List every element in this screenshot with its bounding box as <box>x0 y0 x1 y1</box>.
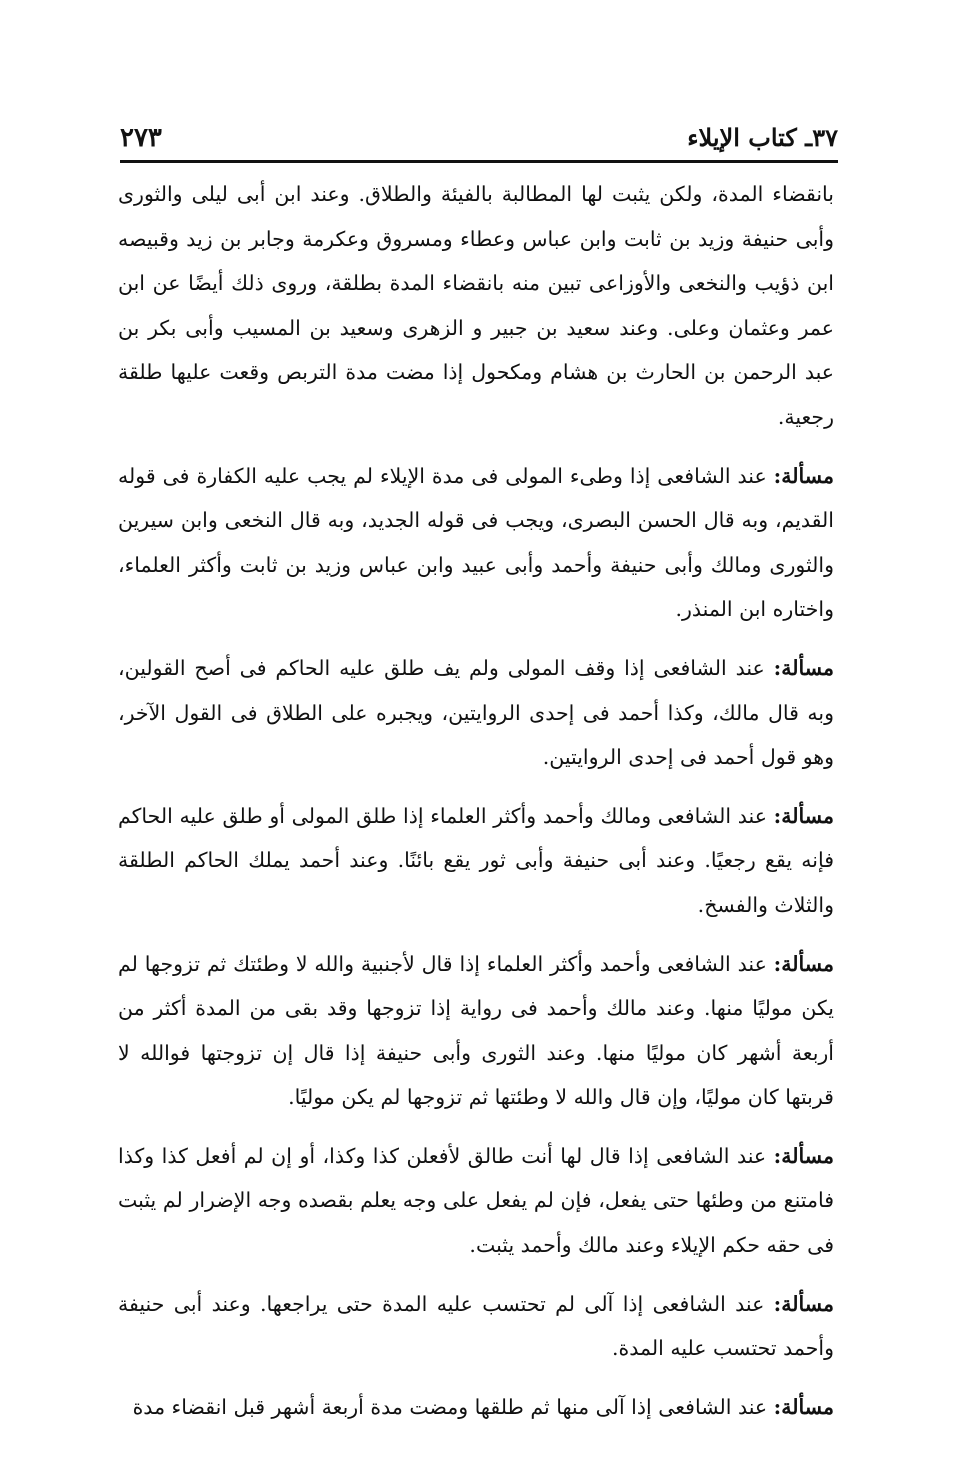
issue-label: مسألة: <box>773 1143 834 1168</box>
paragraph-text: بانقضاء المدة، ولكن يثبت لها المطالبة بالفيئة والطلاق. وعند ابن أبى ليلى والثورى وأبى حنيفة وزيد بن ثابت وابن عباس وعطاء ومسروق وعكرمة وجابر بن زيد وقبيصه ابن ذؤيب والنخعى والأوزاعى تبين منه بانقضاء المدة بطلقة، وروى ذلك أيضًا عن ابن عمر وعثمان وعلى. وعند سعيد بن جبير و الزهرى وسعيد بن المسيب وأبى بكر بن عبد الرحمن بن الحارث بن هشام ومكحول إذا مضت مدة التربص وقعت عليها طلقة رجعية. <box>118 182 834 429</box>
issue-label: مسألة: <box>773 1394 834 1419</box>
chapter-title: ٣٧ـ كتاب الإيلاء <box>687 123 838 152</box>
issue-paragraph <box>118 1385 834 1430</box>
issue-paragraph <box>118 646 834 780</box>
paragraph-text: عند الشافعى إذا آلى منها ثم طلقها ومضت مدة أربعة أشهر قبل انقضاء مدة <box>132 1394 774 1419</box>
issue-label: مسألة: <box>773 803 834 828</box>
issue-paragraph <box>118 942 834 1120</box>
paragraph-text: عند الشافعى وأحمد وأكثر العلماء إذا قال لأجنبية والله لا وطئتك ثم تزوجها لم يكن موليًا منها. وعند مالك وأحمد فى رواية إذا تزوجها وقد بقى من المدة أكثر من أربعة أشهر كان موليًا منها. وعند الثورى وأبى حنيفة إذا قال إن تزوجتها فوالله لا قربتها كان موليًا، وإن قال والله لا وطئتها ثم تزوجها لم يكن موليًا. <box>118 951 834 1110</box>
header-divider <box>120 160 838 163</box>
issue-paragraph <box>118 1282 834 1371</box>
paragraph-text: عند الشافعى إذا وطىء المولى فى مدة الإيلاء لم يجب عليه الكفارة فى قوله القديم، وبه قال الحسن البصرى، ويجب فى قوله الجديد، وبه قال النخعى وابن سيرين والثورى ومالك وأبى حنيفة وأحمد وأبى عبيد وابن عباس وزيد بن ثابت وأكثر العلماء، واختاره ابن المنذر. <box>118 463 834 622</box>
paragraph-text: عند الشافعى إذا وقف المولى ولم يف طلق عليه الحاكم فى أصح القولين، وبه قال مالك، وكذا أحمد فى إحدى الروايتين، ويجبره على الطلاق فى القول الآخر، وهو قول أحمد فى إحدى الروايتين. <box>118 655 834 770</box>
paragraph-text: عند الشافعى إذا آلى لم تحتسب عليه المدة حتى يراجعها. وعند أبى حنيفة وأحمد تحتسب عليه المدة. <box>118 1291 834 1361</box>
page-header <box>120 118 838 158</box>
issue-label: مسألة: <box>773 1291 834 1316</box>
body-text <box>118 172 834 1443</box>
paragraph-continuation <box>118 172 834 440</box>
issue-label: مسألة: <box>773 463 834 488</box>
issue-paragraph <box>118 1134 834 1268</box>
paragraph-text: عند الشافعى إذا قال لها أنت طالق لأفعلن كذا وكذا، أو إن لم أفعل كذا وكذا فامتنع من وطئها حتى يفعل، فإن لم يفعل على وجه يعلم بقصده وجه الإضرار لم يثبت فى حقه حكم الإيلاء وعند مالك وأحمد يثبت. <box>118 1143 834 1258</box>
issue-label: مسألة: <box>773 655 834 680</box>
issue-label: مسألة: <box>773 951 834 976</box>
issue-paragraph <box>118 454 834 632</box>
page-number: ٢٧٣ <box>120 123 162 153</box>
paragraph-text: عند الشافعى ومالك وأحمد وأكثر العلماء إذا طلق المولى أو طلق عليه الحاكم فإنه يقع رجعيًا. وعند أبى حنيفة وأبى ثور يقع بائنًا. وعند أحمد يملك الحاكم الطلقة والثلاث والفسخ. <box>118 803 834 917</box>
issue-paragraph <box>118 794 834 928</box>
